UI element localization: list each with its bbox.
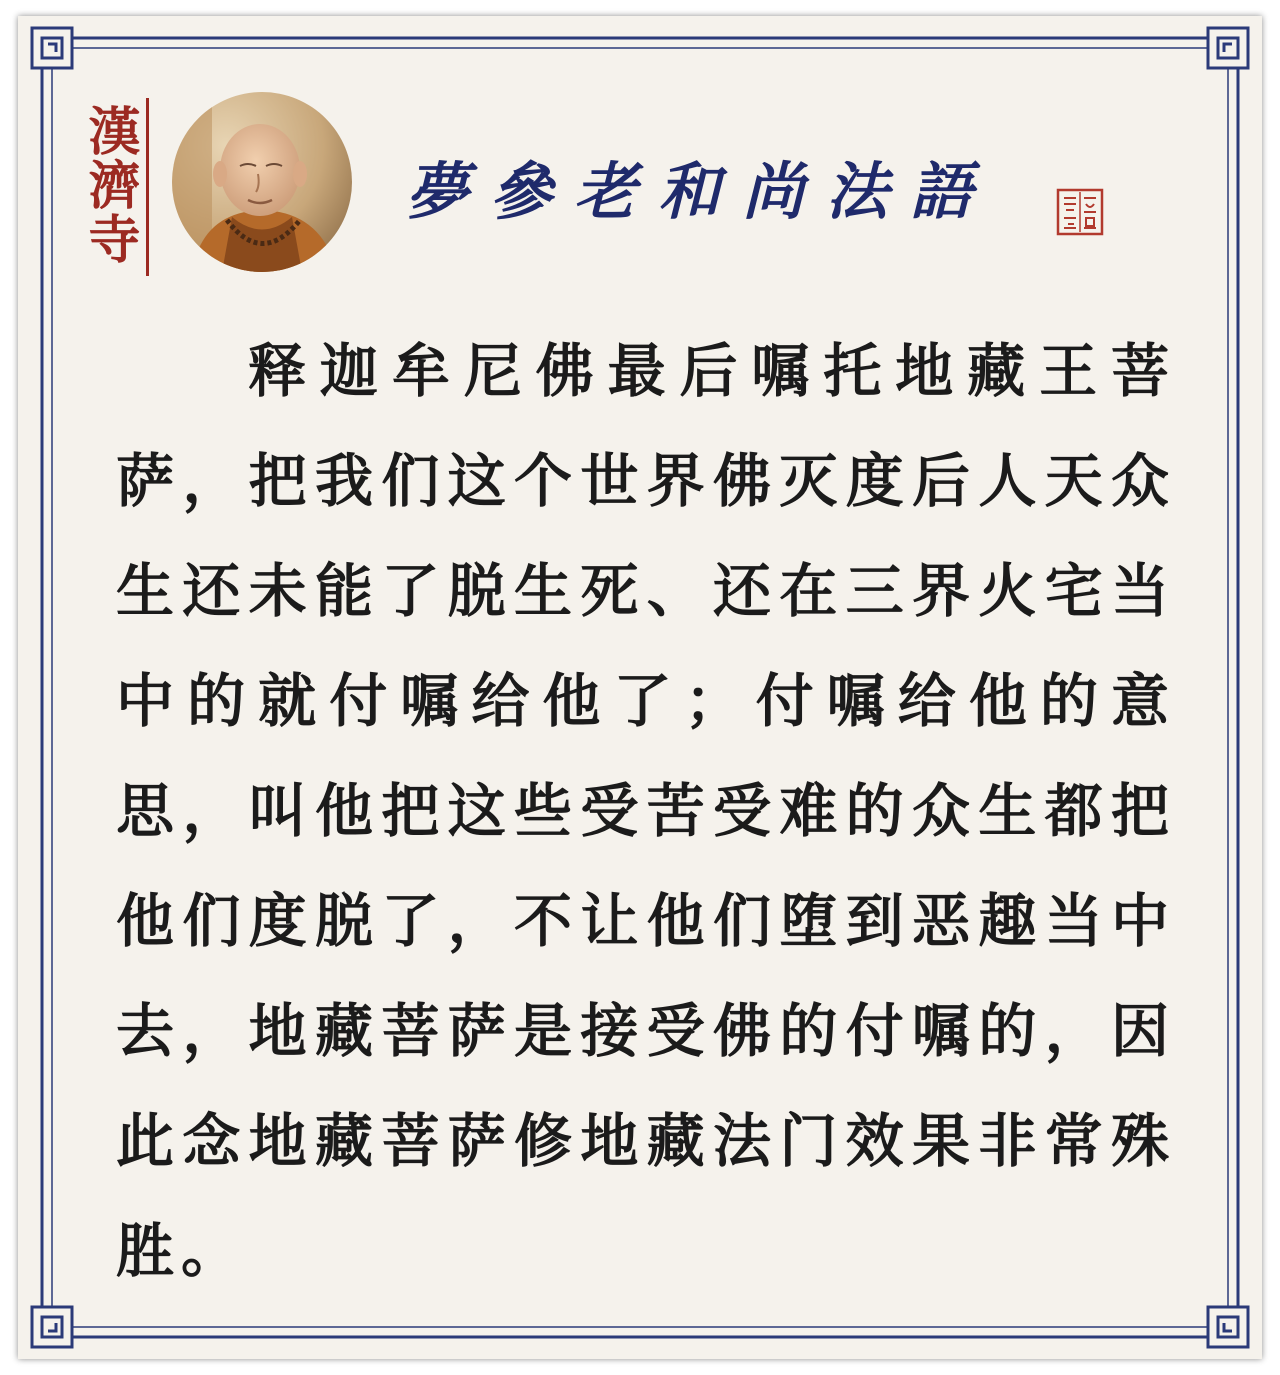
corner-ornament-icon bbox=[1208, 28, 1248, 68]
temple-name: 漢濟寺 bbox=[79, 104, 140, 266]
corner-ornament-icon bbox=[32, 28, 72, 68]
divider-line bbox=[146, 98, 149, 276]
quote-card bbox=[18, 16, 1262, 1359]
corner-ornament-icon bbox=[32, 1307, 72, 1347]
corner-ornament-icon bbox=[1208, 1307, 1248, 1347]
dharma-quote-text: 释迦牟尼佛最后嘱托地藏王菩萨，把我们这个世界佛灭度后人天众生还未能了脱生死、还在三界火宅当中的就付嘱给他了；付嘱给他的意思，叫他把这些受苦受难的众生都把他们度脱了，不让他们堕到恶趣当中去，地藏菩萨是接受佛的付嘱的，因此念地藏菩萨修地藏法门效果非常殊胜。 bbox=[116, 337, 1176, 1285]
monk-portrait-image bbox=[172, 92, 352, 272]
red-seal-stamp-icon bbox=[1056, 188, 1104, 236]
page-title: 夢參老和尚法語 bbox=[406, 155, 995, 228]
